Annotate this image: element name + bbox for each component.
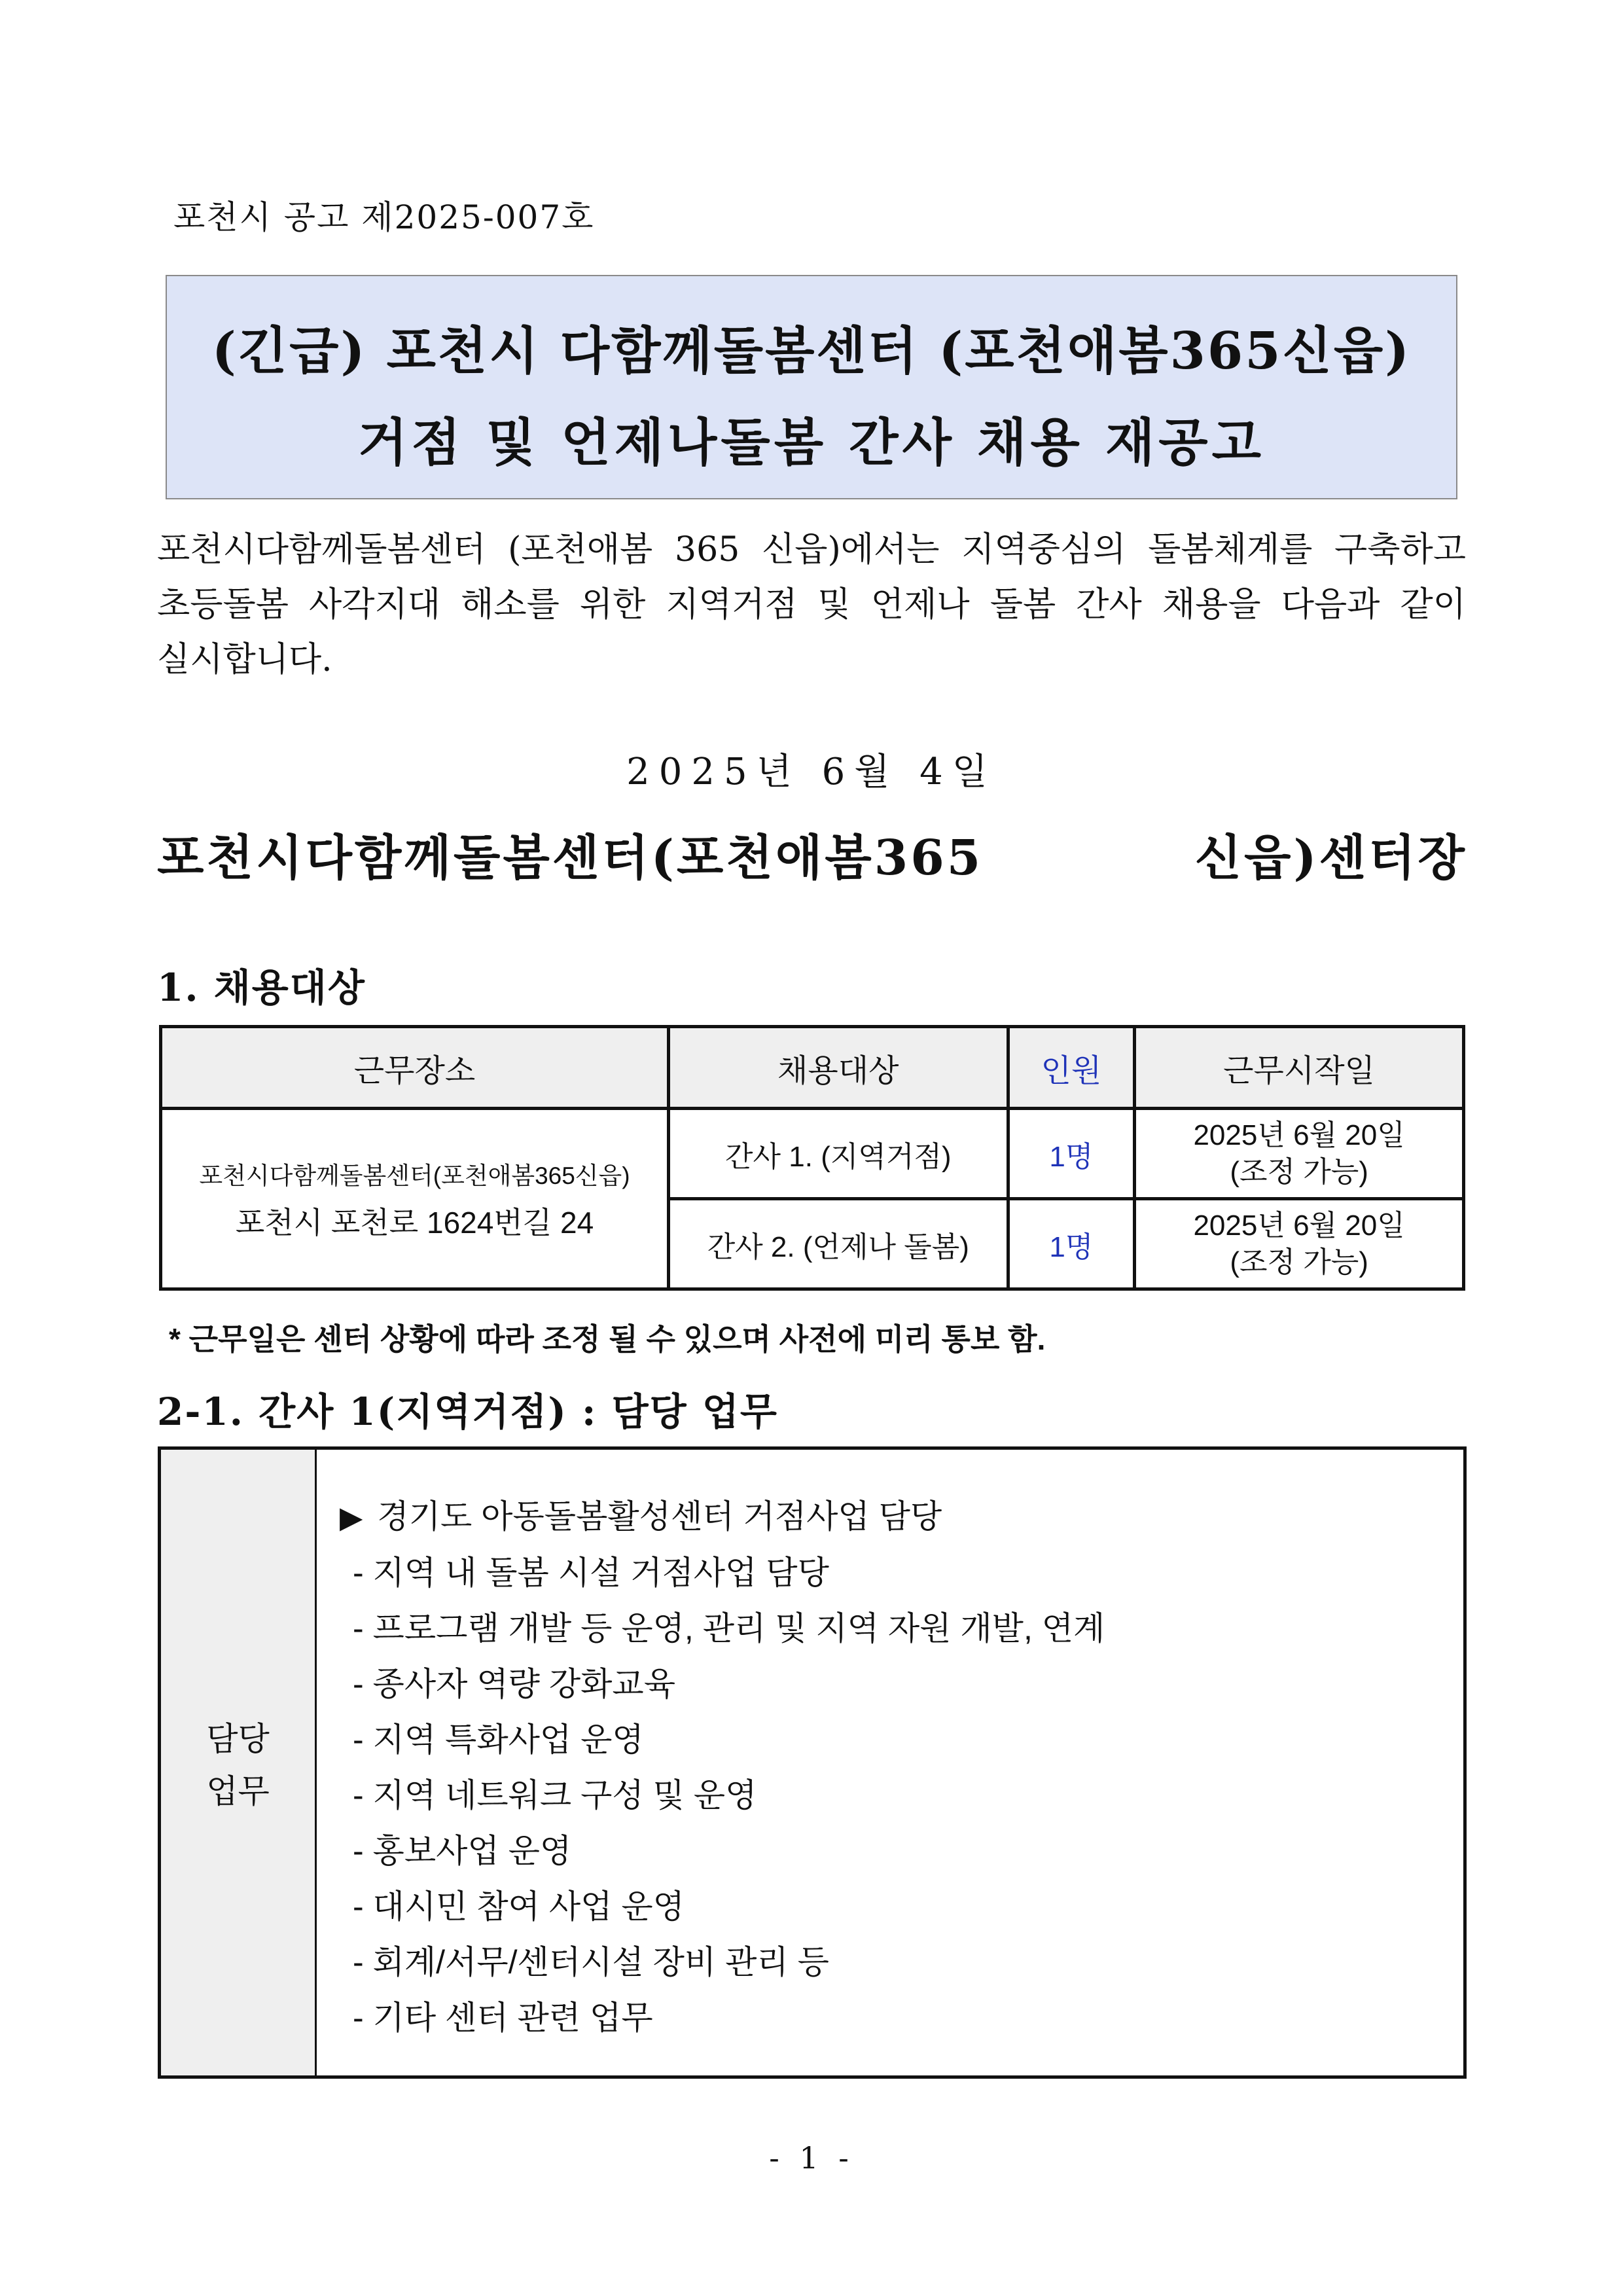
- header-start-date: 근무시작일: [1135, 1027, 1464, 1109]
- table-header-row: [161, 1027, 1464, 1109]
- announcement-date: 2025년 6월 4일: [626, 751, 997, 793]
- location-name: 포천시다함께돌봄센터(포천애봄365신읍): [199, 1162, 630, 1189]
- duties-label-line-2: 업무: [206, 1772, 270, 1810]
- start-date-note: (조정 가능): [1230, 1155, 1368, 1188]
- title-line-1: (긴급) 포천시 다함께돌봄센터 (포천애봄365신읍): [211, 321, 1412, 381]
- list-item: - 지역 특화사업 운영: [353, 1721, 644, 1758]
- duties-label-line-1: 담당: [206, 1720, 270, 1758]
- list-item: - 지역 네트워크 구성 및 운영: [353, 1777, 757, 1814]
- intro-paragraph: [157, 522, 1466, 687]
- duties-heading-text: 경기도 아동돌봄활성센터 거점사업 담당: [377, 1498, 942, 1535]
- position-cell: 간사 2. (언제나 돌봄): [668, 1199, 1008, 1289]
- start-date-cell: [1135, 1199, 1464, 1289]
- duties-heading: [340, 1489, 1105, 1545]
- position-cell: 간사 1. (지역거점): [668, 1109, 1008, 1199]
- work-day-footnote: * 근무일은 센터 상황에 따라 조정 될 수 있으며 사전에 미리 통보 함.: [169, 1322, 1046, 1356]
- page-number: - 1 -: [769, 2140, 854, 2176]
- duties-label-cell: [161, 1450, 317, 2075]
- list-item: - 홍보사업 운영: [353, 1833, 572, 1869]
- work-location-cell: [161, 1109, 669, 1289]
- location-address: 포천시 포천로 1624번길 24: [235, 1205, 594, 1240]
- duties-list: [340, 1489, 1105, 2046]
- start-date: 2025년 6월 20일: [1193, 1209, 1405, 1242]
- section-2-1-heading: 2-1. 간사 1(지역거점) : 담당 업무: [157, 1390, 778, 1434]
- intro-line-2: 초등돌봄 사각지대 해소를 위한 지역거점 및 언제나 돌봄 간사 채용을 다음과 같이: [157, 585, 1466, 624]
- intro-line-3: 실시합니다.: [157, 640, 332, 679]
- title-box: [166, 275, 1457, 499]
- issuer-signature-line: 포천시다함께돌봄센터(포천애봄365 신읍)센터장: [157, 830, 1467, 886]
- start-date-cell: [1135, 1109, 1464, 1199]
- table-row: [161, 1109, 1464, 1199]
- header-position: 채용대상: [668, 1027, 1008, 1109]
- list-item: - 회계/서무/센터시설 장비 관리 등: [353, 1944, 829, 1981]
- header-headcount: 인원: [1008, 1027, 1135, 1109]
- title-line-2: 거점 및 언제나돌봄 간사 채용 재공고: [358, 413, 1265, 473]
- duties-label: [161, 1713, 315, 1818]
- duties-box: [158, 1446, 1467, 2079]
- start-date-note: (조정 가능): [1230, 1246, 1368, 1278]
- list-item: - 지역 내 돌봄 시설 거점사업 담당: [353, 1554, 829, 1591]
- start-date: 2025년 6월 20일: [1193, 1119, 1405, 1151]
- header-work-location: 근무장소: [161, 1027, 669, 1109]
- notice-number: 포천시 공고 제2025-007호: [173, 198, 595, 236]
- headcount-cell: 1명: [1008, 1109, 1135, 1199]
- list-item: - 프로그램 개발 등 운영, 관리 및 지역 자원 개발, 연계: [353, 1610, 1105, 1647]
- section-1-heading: 1. 채용대상: [157, 965, 366, 1010]
- intro-line-1: 포천시다함께돌봄센터 (포천애봄 365 신읍)에서는 지역중심의 돌봄체계를 구축하고: [157, 530, 1466, 569]
- list-item: - 종사자 역량 강화교육: [353, 1666, 676, 1702]
- headcount-cell: 1명: [1008, 1199, 1135, 1289]
- recruitment-table: [159, 1025, 1465, 1291]
- list-item: - 대시민 참여 사업 운영: [353, 1888, 685, 1925]
- list-item: - 기타 센터 관련 업무: [353, 2000, 653, 2036]
- triangle-right-icon: ▶: [340, 1500, 363, 1534]
